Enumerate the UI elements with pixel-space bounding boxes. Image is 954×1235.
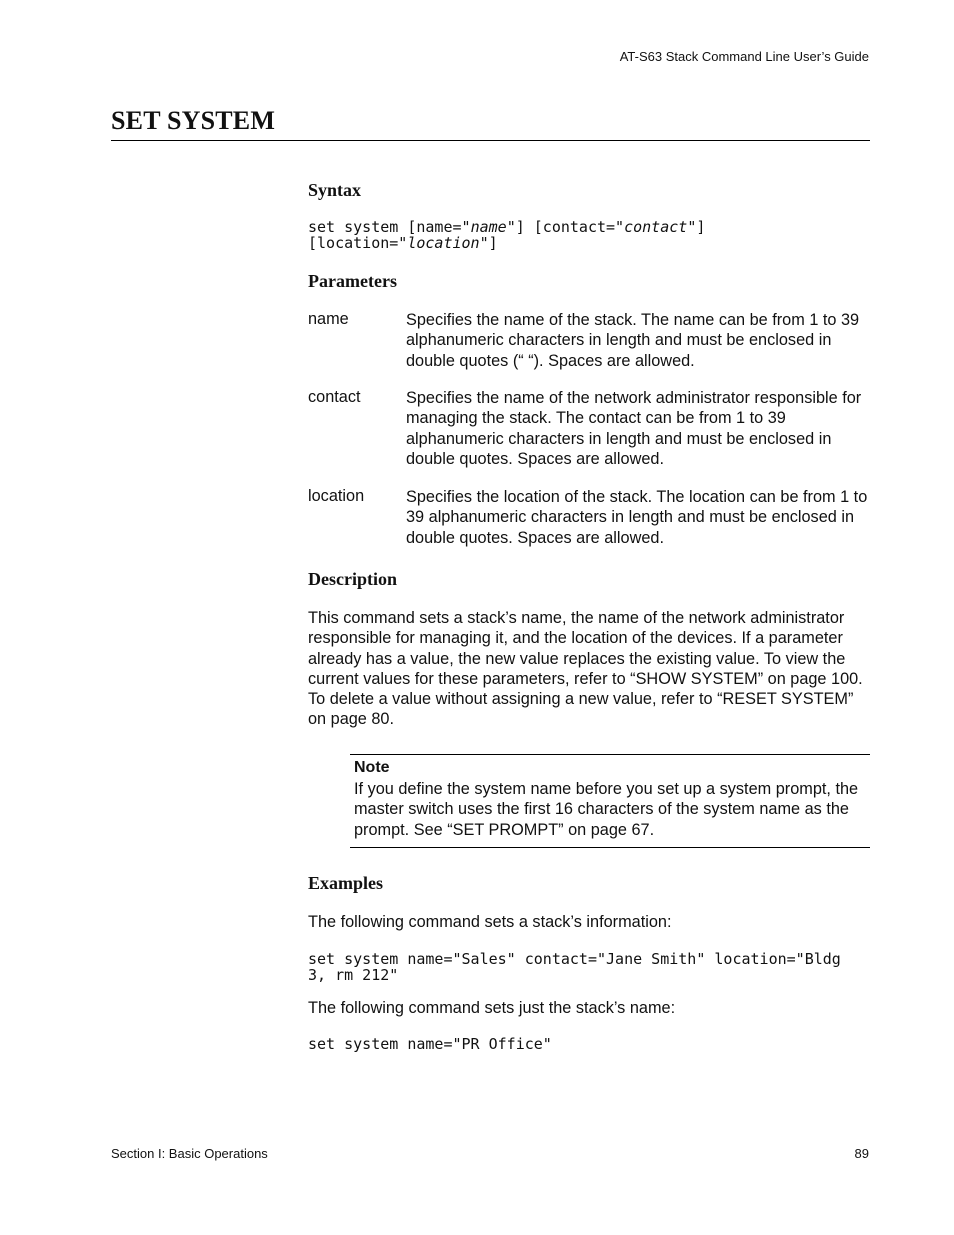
example-intro-1: The following command sets a stack’s information:: [308, 913, 672, 931]
examples-heading: Examples: [308, 873, 384, 893]
example-code-1: set system name="Sales" contact="Jane Smith" location="Bldg 3, rm 212": [308, 950, 841, 984]
title-rule: [111, 140, 870, 141]
footer-section: Section I: Basic Operations: [111, 1146, 268, 1161]
example-intro-2: The following command sets just the stack’s name:: [308, 999, 676, 1017]
param-name-location: location: [308, 487, 365, 505]
param-name-contact: contact: [308, 388, 361, 406]
running-header: AT-S63 Stack Command Line User’s Guide: [619, 49, 869, 64]
note-box: [350, 754, 870, 848]
syntax-heading: Syntax: [308, 180, 362, 200]
note-label: Note: [354, 759, 390, 776]
param-description-name: Specifies the name of the stack. The name can be from 1 to 39 alphanumeric characters in length and must be enclosed in double quotes (“ “). Spaces are allowed.: [406, 311, 860, 370]
param-description-location: Specifies the location of the stack. The location can be from 1 to 39 alphanumeric characters in length and must be enclosed in double quotes. Spaces are allowed.: [406, 488, 868, 547]
page-number: 89: [854, 1146, 869, 1161]
page-title: SET SYSTEM: [111, 106, 276, 135]
parameters-heading: Parameters: [308, 271, 397, 291]
example-code-2: set system name="PR Office": [308, 1035, 552, 1053]
description-text: This command sets a stack’s name, the name of the network administrator responsible for managing it, and the location of the devices. If a parameter already has a value, the new value replaces the existing value. To view the current values for these parameters, refer to “SHOW SYSTEM” on page 100. To delete a value without assigning a new value, refer to “RESET SYSTEM” on page 80.: [308, 609, 863, 729]
param-name-name: name: [308, 310, 349, 328]
param-description-contact: Specifies the name of the network administrator responsible for managing the stack. The contact can be from 1 to 39 alphanumeric characters in length and must be enclosed in double quotes. Spaces are allowed.: [406, 389, 862, 468]
description-heading: Description: [308, 569, 397, 589]
syntax-code: set system [name="name"] [contact="contact"] [location="location"]: [308, 218, 706, 252]
note-text: If you define the system name before you set up a system prompt, the master switch uses the first 16 characters of the system name as the prompt. See “SET PROMPT” on page 67.: [354, 780, 859, 839]
